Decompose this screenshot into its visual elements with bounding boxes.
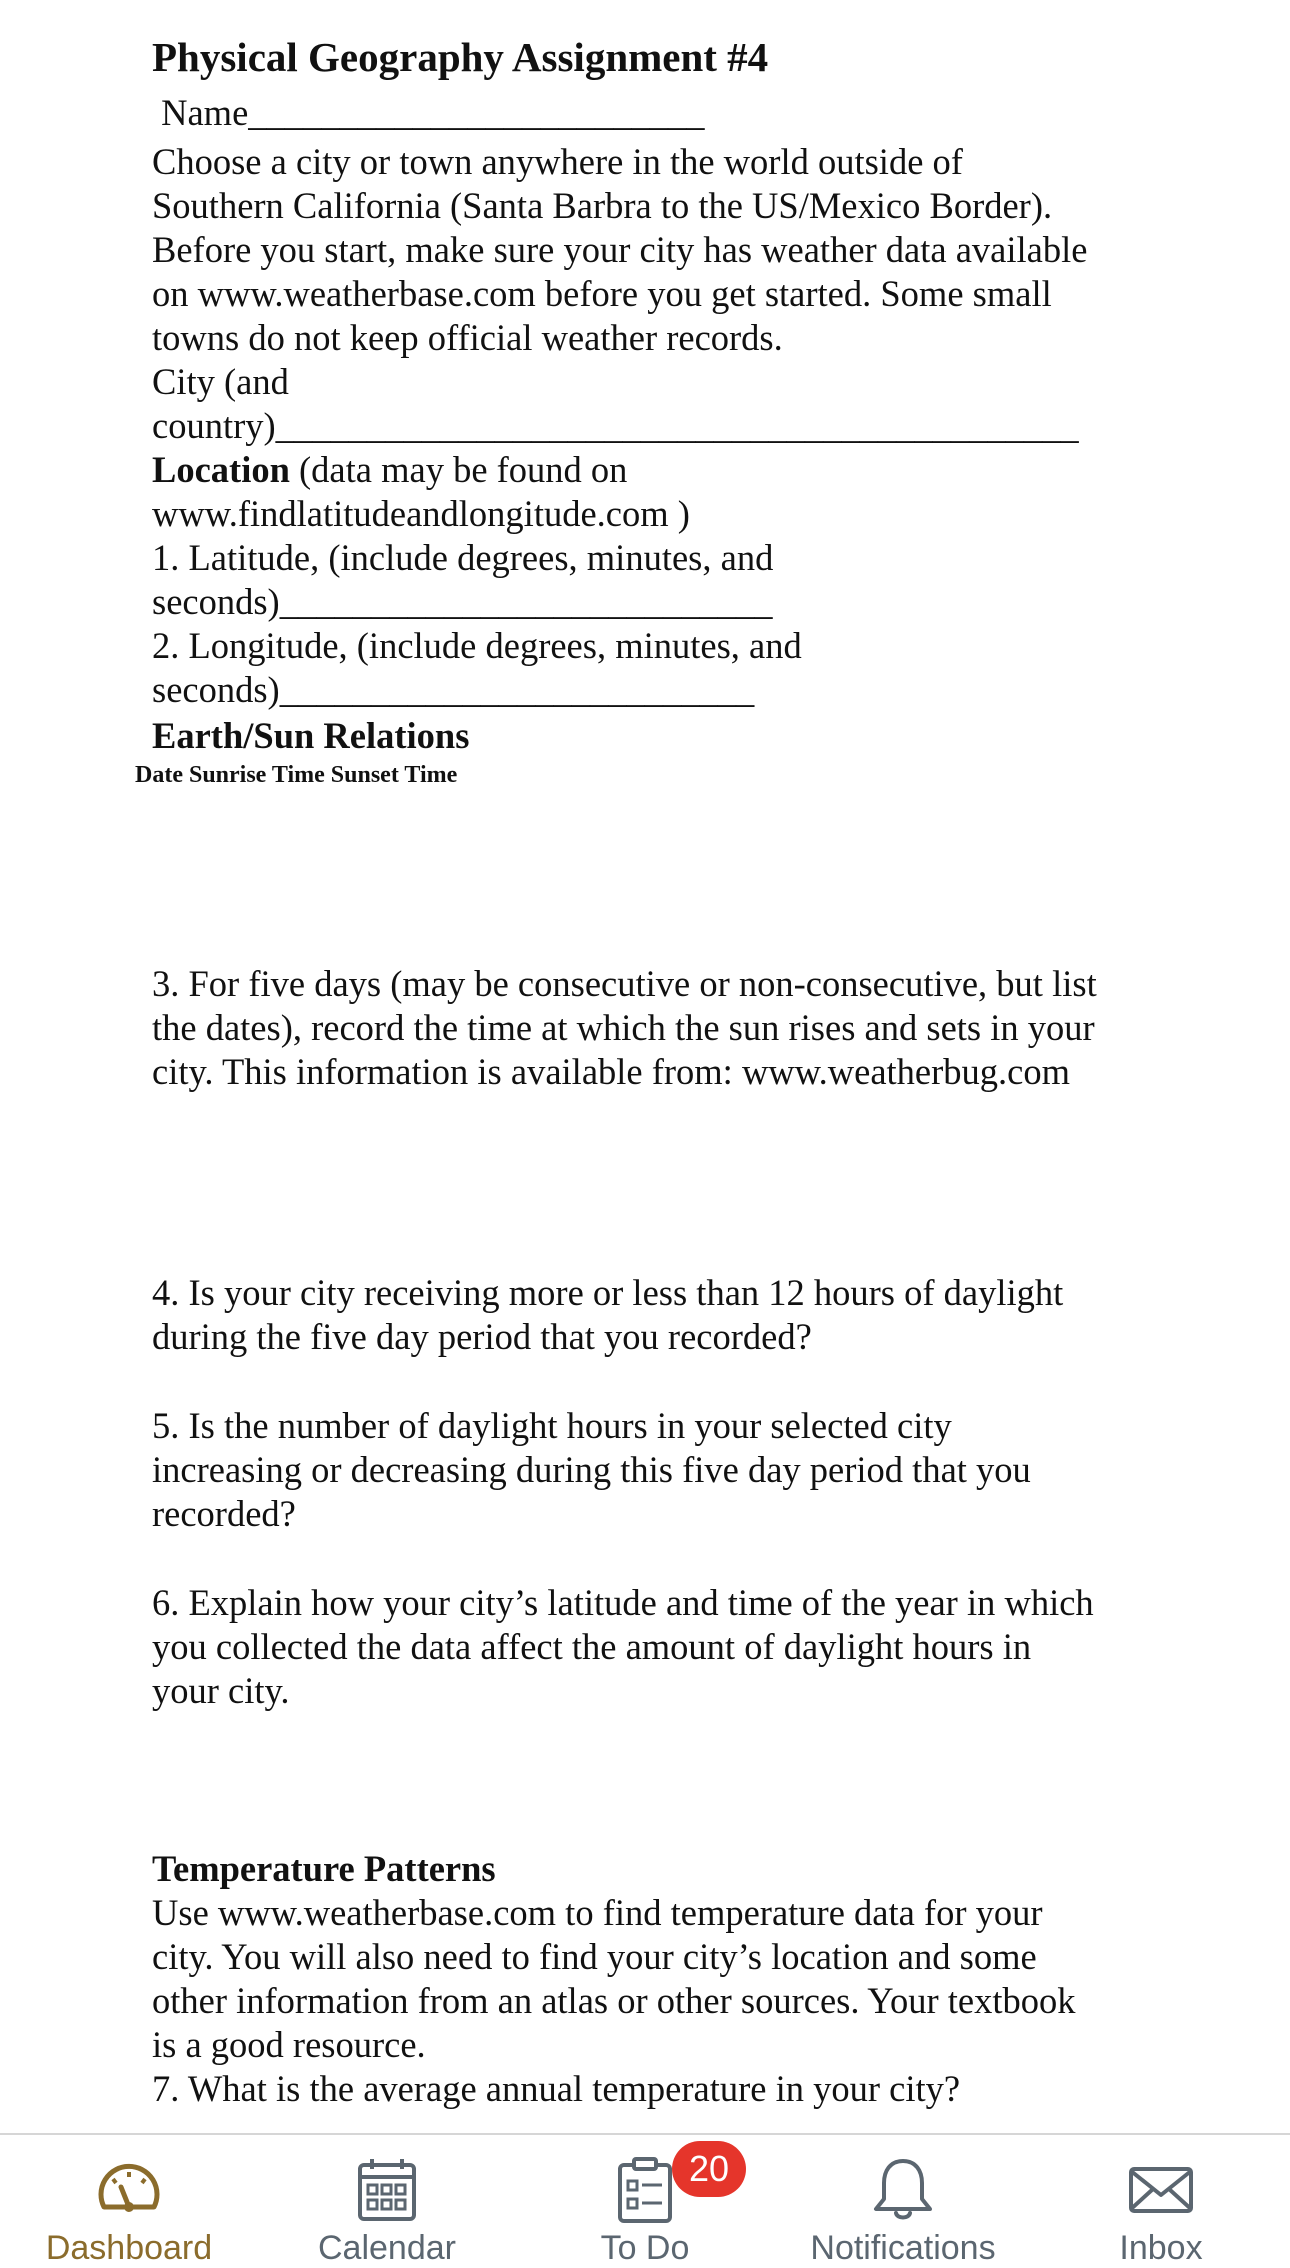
- longitude-field-line: seconds)__________________________: [152, 669, 755, 710]
- tab-label: Calendar: [318, 2229, 456, 2267]
- tab-dashboard[interactable]: [0, 2135, 258, 2267]
- question-2: 2. Longitude, (include degrees, minutes, and: [152, 625, 802, 666]
- location-note: (data may be found on: [289, 449, 628, 490]
- temperature-text-line: is a good resource.: [152, 2024, 426, 2065]
- question-3-line: 3. For five days (may be consecutive or non-consecutive, but list: [152, 963, 1097, 1004]
- tab-label: To Do: [600, 2229, 690, 2267]
- clipboard-checklist-icon: [610, 2155, 680, 2225]
- question-6-line: you collected the data affect the amount of daylight hours in: [152, 1626, 1032, 1667]
- tab-label: Dashboard: [45, 2229, 213, 2267]
- intro-line: Southern California (Santa Barbra to the US/Mexico Border).: [152, 185, 1053, 226]
- calendar-icon: [352, 2155, 422, 2225]
- dashboard-gauge-icon: [94, 2155, 164, 2225]
- question-6-line: 6. Explain how your city’s latitude and time of the year in which: [152, 1582, 1094, 1623]
- city-label: City (and: [152, 361, 289, 402]
- question-3-line: city. This information is available from: www.weatherbug.com: [152, 1051, 1071, 1092]
- intro-line: Before you start, make sure your city has weather data available: [152, 229, 1088, 270]
- location-url: www.findlatitudeandlongitude.com ): [152, 493, 690, 534]
- bottom-tab-bar: [0, 2133, 1290, 2267]
- temperature-text-line: Use www.weatherbase.com to find temperature data for your: [152, 1892, 1043, 1933]
- question-5-line: 5. Is the number of daylight hours in your selected city: [152, 1405, 952, 1446]
- question-4-line: during the five day period that you recorded?: [152, 1316, 812, 1357]
- question-7: 7. What is the average annual temperature in your city?: [152, 2068, 961, 2109]
- temperature-text-line: city. You will also need to find your city’s location and some: [152, 1936, 1037, 1977]
- tab-notifications[interactable]: [774, 2135, 1032, 2267]
- tab-calendar[interactable]: [258, 2135, 516, 2267]
- location-heading: Location: [152, 449, 290, 490]
- name-field-line: Name_________________________: [152, 92, 705, 133]
- question-5-line: increasing or decreasing during this five day period that you: [152, 1449, 1031, 1490]
- sun-table-header: Date Sunrise Time Sunset Time: [135, 762, 458, 788]
- todo-count-badge: 20: [672, 2141, 746, 2197]
- latitude-field-line: seconds)___________________________: [152, 581, 773, 622]
- intro-line: Choose a city or town anywhere in the world outside of: [152, 141, 963, 182]
- document-title: Physical Geography Assignment #4: [152, 34, 769, 80]
- question-1: 1. Latitude, (include degrees, minutes, and: [152, 537, 774, 578]
- tab-label: Inbox: [1119, 2229, 1203, 2267]
- earth-sun-heading: Earth/Sun Relations: [152, 715, 470, 756]
- question-4-line: 4. Is your city receiving more or less than 12 hours of daylight: [152, 1272, 1064, 1313]
- location-line: [152, 448, 627, 492]
- intro-line: on www.weatherbase.com before you get started. Some small: [152, 273, 1052, 314]
- question-6-line: your city.: [152, 1670, 290, 1711]
- temperature-heading: Temperature Patterns: [152, 1848, 496, 1889]
- bell-icon: [868, 2155, 938, 2225]
- envelope-icon: [1126, 2155, 1196, 2225]
- question-5-line: recorded?: [152, 1493, 296, 1534]
- temperature-text-line: other information from an atlas or other sources. Your textbook: [152, 1980, 1076, 2021]
- city-field-line: country)____________________________________________: [152, 405, 1079, 446]
- tab-inbox[interactable]: [1032, 2135, 1290, 2267]
- question-3-line: the dates), record the time at which the sun rises and sets in your: [152, 1007, 1095, 1048]
- tab-label: Notifications: [810, 2229, 996, 2267]
- intro-line: towns do not keep official weather records.: [152, 317, 783, 358]
